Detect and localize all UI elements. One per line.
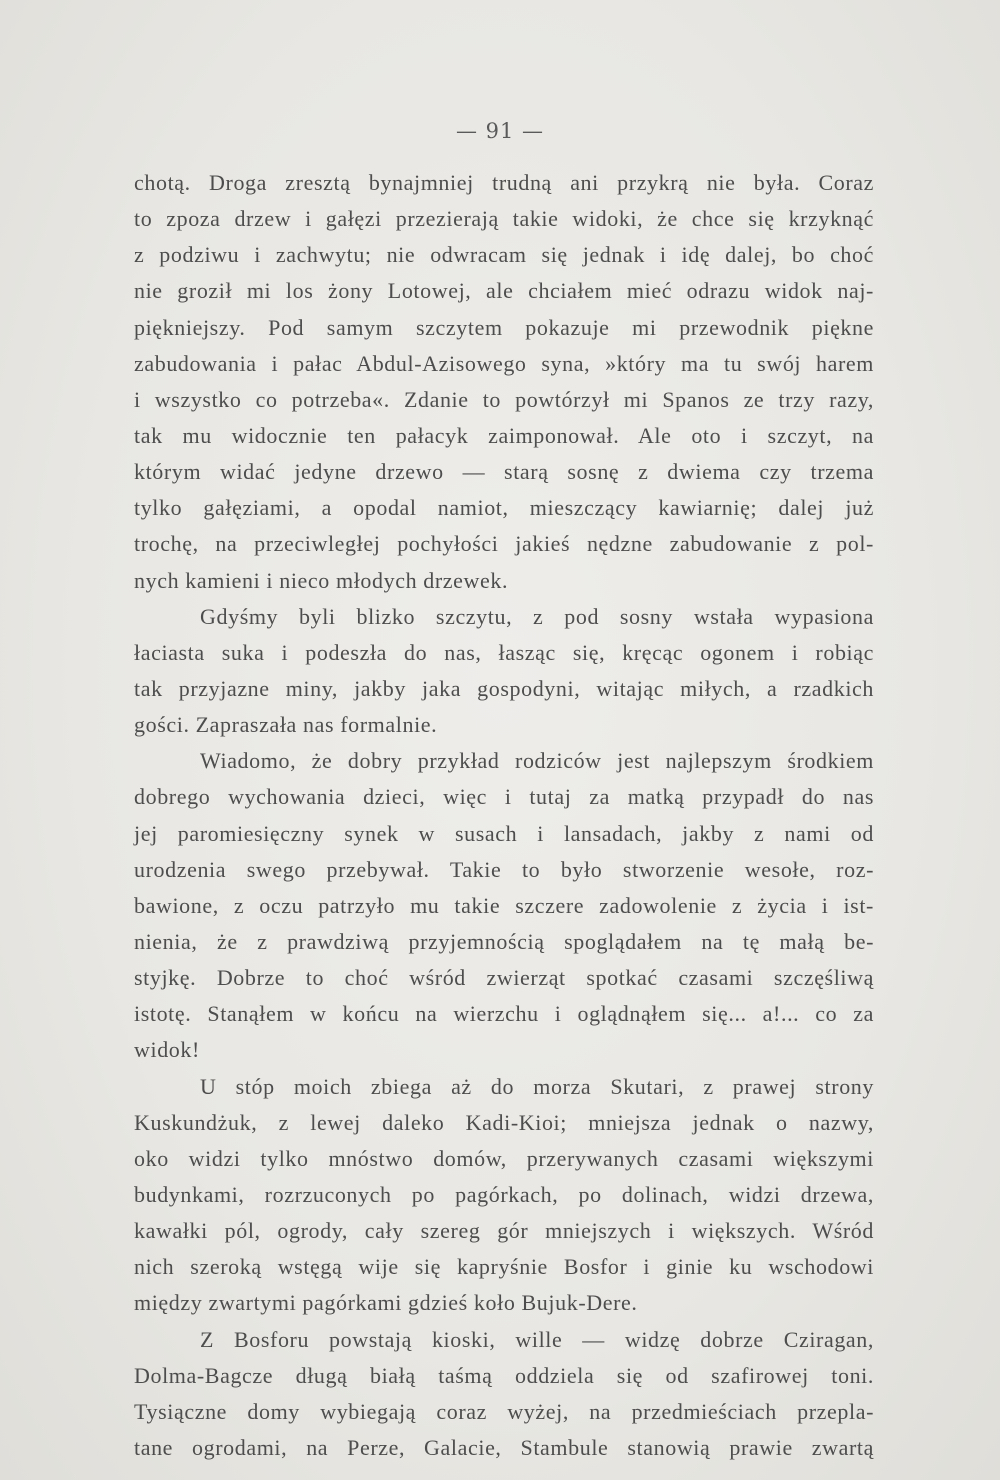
text-line: oko widzi tylko mnóstwo domów, przerywanych czasami większymi — [134, 1145, 874, 1171]
text-line: którym widać jedyne drzewo — starą sosnę z dwiema czy trzema — [134, 459, 874, 485]
text-line: nie groził mi los żony Lotowej, ale chciałem mieć odrazu widok naj- — [134, 278, 874, 304]
text-line: dobrego wychowania dzieci, więc i tutaj za matką przypadł do nas — [134, 784, 874, 810]
text-line: łaciasta suka i podeszła do nas, łasząc się, kręcąc ogonem i robiąc — [134, 639, 874, 665]
text-line: Gdyśmy byli blizko szczytu, z pod sosny wstała wypasiona — [200, 603, 874, 629]
text-line: Wiadomo, że dobry przykład rodziców jest najlepszym środkiem — [200, 748, 874, 774]
text-line: gości. Zapraszała nas formalnie. — [134, 712, 438, 738]
text-line: chotą. Droga zresztą bynajmniej trudną ani przykrą nie była. Coraz — [134, 170, 874, 195]
text-line: widok! — [134, 1037, 200, 1063]
text-line: i wszystko co potrzeba«. Zdanie to powtórzył mi Spanos ze trzy razy, — [134, 386, 874, 412]
text-line: istotę. Stanąłem w końcu na wierzchu i oglądnąłem się... a!... co za — [134, 1001, 874, 1027]
text-line: kawałki pól, ogrody, cały szereg gór mniejszych i większych. Wśród — [134, 1218, 874, 1244]
text-line: nich szeroką wstęgą wije się kapryśnie Bosfor i ginie ku wschodowi — [134, 1254, 874, 1280]
text-line: Tysiączne domy wybiegają coraz wyżej, na przedmieściach przepla- — [134, 1398, 874, 1424]
text-line: urodzenia swego przebywał. Takie to było stworzenie wesołe, roz- — [134, 856, 874, 882]
text-line: tak przyjazne miny, jakby jaka gospodyni, witając miłych, a rzadkich — [134, 675, 874, 701]
text-line: U stóp moich zbiega aż do morza Skutari, z prawej strony — [200, 1073, 874, 1099]
text-line: styjkę. Dobrze to choć wśród zwierząt spotkać czasami szczęśliwą — [134, 965, 874, 991]
text-line: zabudowania i pałac Abdul-Azisowego syna, »który ma tu swój harem — [134, 350, 874, 376]
text-line: z podziwu i zachwytu; nie odwracam się jednak i idę dalej, bo choć — [134, 242, 874, 268]
text-line: nienia, że z prawdziwą przyjemnością spoglądałem na tę małą be- — [134, 928, 874, 954]
text-line: jej paromiesięczny synek w susach i lansadach, jakby z nami od — [134, 820, 874, 846]
text-line: Dolma-Bagcze długą białą taśmą oddziela się od szafirowej toni. — [134, 1362, 874, 1388]
text-line: bawione, z oczu patrzyło mu takie szczere zadowolenie z życia i ist- — [134, 892, 874, 918]
body-text — [134, 165, 874, 1466]
text-line: tylko gałęziami, a opodal namiot, mieszczący kawiarnię; dalej już — [134, 495, 874, 521]
text-line: tane ogrodami, na Perze, Galacie, Stambule stanowią prawie zwartą — [134, 1434, 874, 1460]
text-line: piękniejszy. Pod samym szczytem pokazuje mi przewodnik piękne — [134, 314, 874, 340]
text-line: to zpoza drzew i gałęzi przezierają takie widoki, że chce się krzyknąć — [134, 206, 874, 232]
text-line: Z Bosforu powstają kioski, wille — widzę dobrze Cziragan, — [200, 1326, 874, 1352]
page-number: — 91 — — [455, 119, 545, 143]
text-line: budynkami, rozrzuconych po pagórkach, po dolinach, widzi drzewa, — [134, 1181, 874, 1207]
text-line: nych kamieni i nieco młodych drzewek. — [134, 567, 509, 593]
text-line: tak mu widocznie ten pałacyk zaimponował. Ale oto i szczyt, na — [134, 422, 874, 448]
text-line: trochę, na przeciwległej pochyłości jakieś nędzne zabudowanie z pol- — [134, 531, 874, 557]
text-line: między zwartymi pagórkami gdzieś koło Bujuk-Dere. — [134, 1290, 638, 1316]
text-line: Kuskundżuk, z lewej daleko Kadi-Kioi; mniejsza jednak o nazwy, — [134, 1109, 874, 1135]
